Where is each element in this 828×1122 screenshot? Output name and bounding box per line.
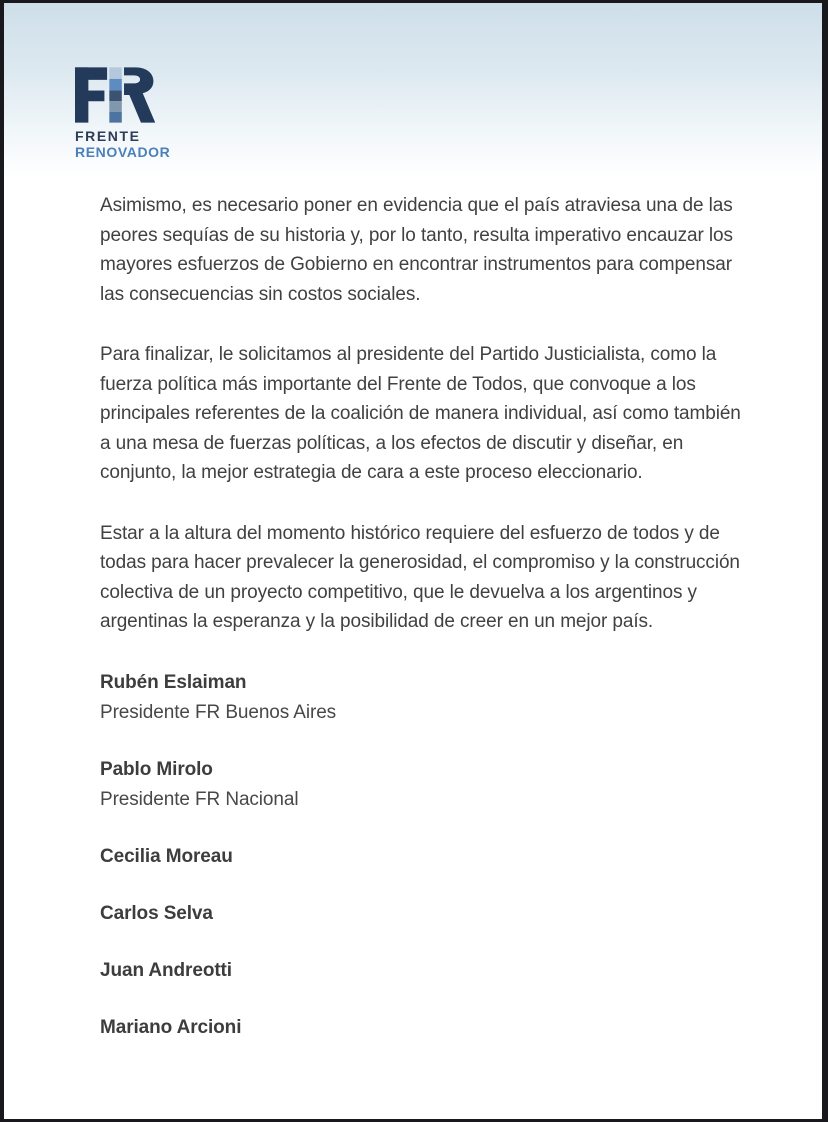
- brand-name-frente: FRENTE: [75, 128, 141, 144]
- letter-page: [4, 3, 822, 1119]
- signatory-block: [100, 755, 750, 815]
- paragraph-closing: Estar a la altura del momento histórico requiere del esfuerzo de todos y de todas para hacer prevalecer la generosidad, el compromiso y la construcción colectiva de un proyecto competitivo, que le devuelva a los argentinos y argentinas la esperanza y la posibilidad de creer en un mejor país.: [100, 522, 740, 632]
- signatory-name: Pablo Mirolo: [100, 758, 213, 780]
- signatory-block: [100, 899, 750, 929]
- signatory-name: Carlos Selva: [100, 902, 213, 924]
- signatory-block: [100, 1013, 750, 1043]
- signatory-name: Rubén Eslaiman: [100, 671, 247, 693]
- signatory-name: Cecilia Moreau: [100, 845, 233, 867]
- signatory-name: Mariano Arcioni: [100, 1016, 242, 1038]
- frente-renovador-logo: [75, 67, 185, 159]
- letter-body: [100, 191, 750, 1070]
- brand-name-renovador: RENOVADOR: [75, 144, 171, 160]
- paragraph-request: Para finalizar, le solicitamos al presidente del Partido Justicialista, como la fuerza política más importante del Frente de Todos, que convoque a los principales referentes de la coalición de manera individual, así como también a una mesa de fuerzas políticas, a los efectos de discutir y diseñar, en conjunto, la mejor estrategia de cara a este proceso eleccionario.: [100, 344, 741, 483]
- paragraph-droughts: Asimismo, es necesario poner en evidencia que el país atraviesa una de las peores sequías de su historia y, por lo tanto, resulta imperativo encauzar los mayores esfuerzos de Gobierno en encontrar instrumentos para compensar las consecuencias sin costos sociales.: [100, 195, 733, 305]
- signatory-block: [100, 842, 750, 872]
- signatory-block: [100, 668, 750, 728]
- signatory-name: Juan Andreotti: [100, 959, 232, 981]
- signatory-title: Presidente FR Nacional: [100, 788, 299, 810]
- fr-monogram-icon: [75, 67, 157, 123]
- signatory-title: Presidente FR Buenos Aires: [100, 701, 337, 723]
- signatory-block: [100, 956, 750, 986]
